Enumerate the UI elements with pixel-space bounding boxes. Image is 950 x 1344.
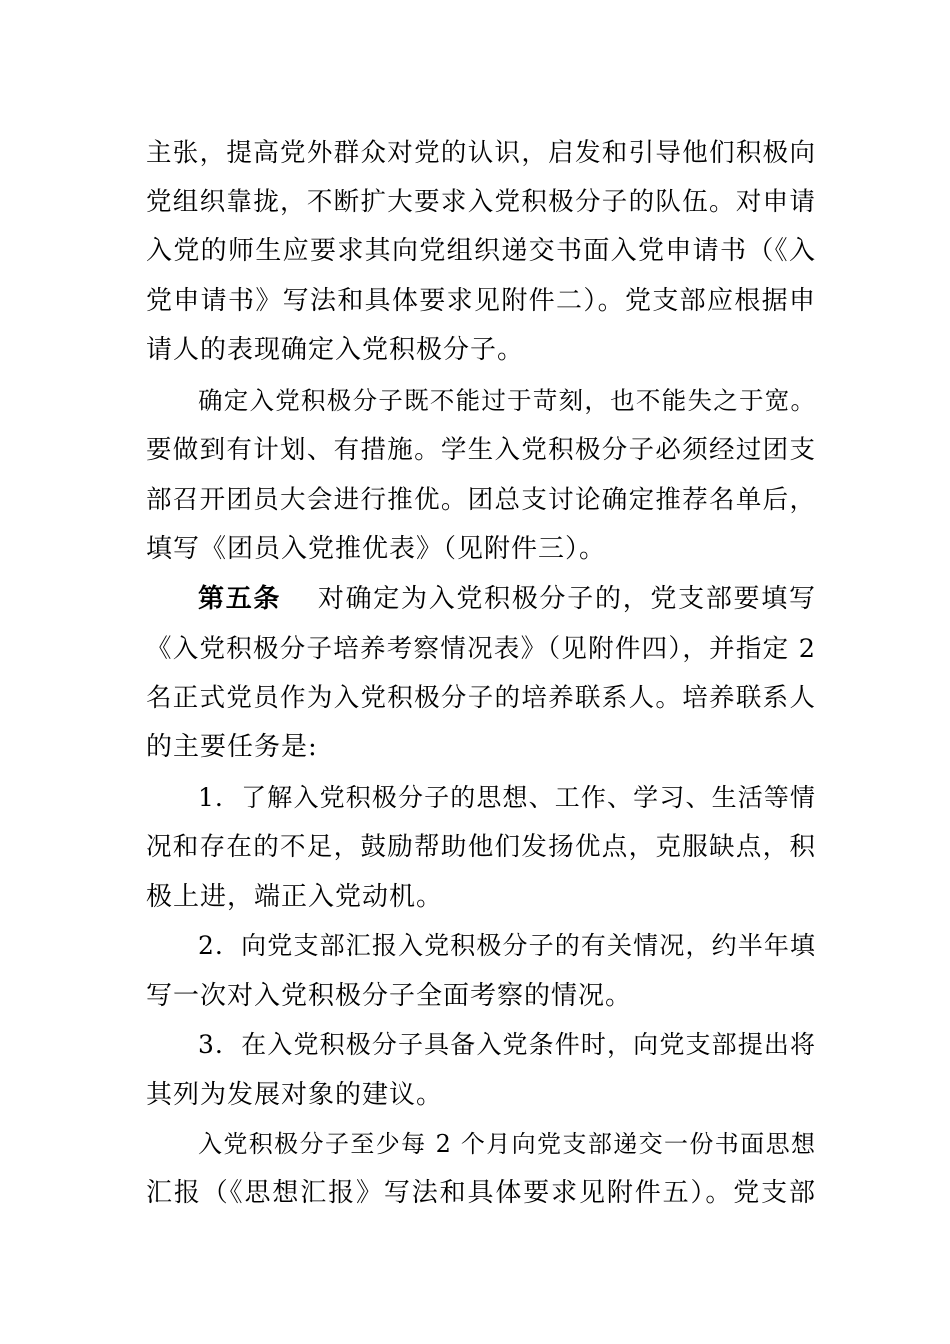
- paragraph-2-line-4: 填写《团员入党推优表》（见附件三）。: [146, 534, 607, 564]
- paragraph-2-line-2: 要做到有计划、有措施。学生入党积极分子必须经过团支: [146, 435, 816, 465]
- item-3-line-2: 其列为发展对象的建议。: [146, 1080, 444, 1110]
- paragraph-3-line-1: 入党积极分子至少每 2 个月向党支部递交一份书面思想: [198, 1130, 816, 1158]
- paragraph-2-line-3: 部召开团员大会进行推优。团总支讨论确定推荐名单后，: [146, 485, 816, 515]
- paragraph-2-line-1: 确定入党积极分子既不能过于苛刻，也不能失之于宽。: [198, 386, 816, 415]
- article-5-line-1: [198, 579, 816, 619]
- item-1-line-2: 况和存在的不足，鼓励帮助他们发扬优点，克服缺点，积: [146, 832, 816, 862]
- paragraph-1-line-4: 党申请书》写法和具体要求见附件二）。党支部应根据申: [146, 286, 816, 316]
- article-5-line-2: 《入党积极分子培养考察情况表》（见附件四），并指定 2: [146, 634, 816, 664]
- item-2-line-1: 2．向党支部汇报入党积极分子的有关情况，约半年填: [198, 931, 816, 960]
- article-5-text: 对确定为入党积极分子的，党支部要填写: [317, 584, 816, 614]
- article-5-line-3: 名正式党员作为入党积极分子的培养联系人。培养联系人: [146, 683, 816, 713]
- item-1-line-3: 极上进，端正入党动机。: [146, 882, 444, 912]
- article-5-heading: 第五条: [198, 584, 282, 614]
- paragraph-1-line-1: 主张，提高党外群众对党的认识，启发和引导他们积极向: [146, 138, 816, 168]
- item-1-line-1: 1．了解入党积极分子的思想、工作、学习、生活等情: [198, 783, 816, 812]
- article-5-line-4: 的主要任务是:: [146, 732, 318, 762]
- paragraph-3-line-2: 汇报（《思想汇报》写法和具体要求见附件五）。党支部: [146, 1178, 816, 1208]
- paragraph-1-line-5: 请人的表现确定入党积极分子。: [146, 335, 525, 365]
- item-2-line-2: 写一次对入党积极分子全面考察的情况。: [146, 981, 633, 1011]
- paragraph-1-line-2: 党组织靠拢，不断扩大要求入党积极分子的队伍。对申请: [146, 187, 816, 217]
- paragraph-1-line-3: 入党的师生应要求其向党组织递交书面入党申请书（《入: [146, 236, 816, 266]
- item-3-line-1: 3．在入党积极分子具备入党条件时，向党支部提出将: [198, 1030, 816, 1059]
